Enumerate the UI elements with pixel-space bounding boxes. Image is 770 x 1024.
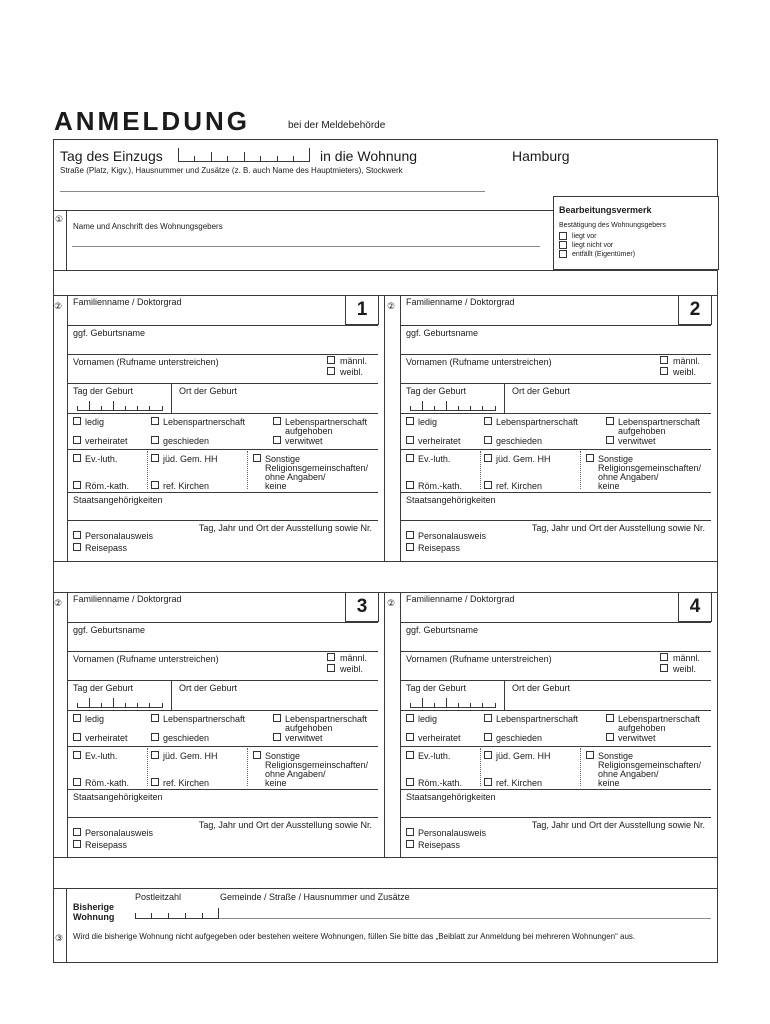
jewish-label: jüd. Gem. HH [163, 454, 218, 464]
birth-name-label: ggf. Geburtsname [73, 328, 146, 338]
passport-label: Reisepass [418, 840, 461, 850]
other-religion-label-3: ohne Angaben/ [265, 769, 326, 779]
checkbox-single[interactable] [73, 417, 81, 425]
checkbox-not-present[interactable] [559, 241, 567, 249]
checkbox-partnership-dissolved[interactable] [273, 714, 281, 722]
landlord-marker: ① [55, 214, 64, 224]
checkbox-widowed[interactable] [606, 733, 614, 741]
first-names-label: Vornamen (Rufname unterstreichen) [73, 357, 219, 367]
previous-marker: ③ [55, 933, 64, 943]
option-not-present: liegt nicht vor [572, 242, 614, 249]
checkbox-passport[interactable] [406, 840, 414, 848]
previous-label-1: Bisherige [73, 902, 115, 912]
postcode-field[interactable] [135, 908, 219, 919]
checkbox-partnership[interactable] [484, 417, 492, 425]
checkbox-single[interactable] [406, 417, 414, 425]
catholic-label: Röm.-kath. [418, 778, 463, 788]
checkbox-id-card[interactable] [73, 531, 81, 539]
birth-place-label: Ort der Geburt [179, 683, 238, 693]
checkbox-male[interactable] [660, 356, 668, 364]
male-label: männl. [340, 356, 368, 366]
id-issue-label: Tag, Jahr und Ort der Ausstellung sowie Nr. [198, 820, 372, 830]
widowed-label: verwitwet [618, 436, 656, 446]
apartment-label: in die Wohnung [320, 148, 418, 164]
partnership-dissolved-label: Lebenspartnerschaft [618, 714, 701, 724]
checkbox-female[interactable] [327, 367, 335, 375]
other-religion-label-1: Sonstige [598, 751, 634, 761]
processing-subtitle: Bestätigung des Wohnungsgebers [559, 222, 666, 229]
checkbox-reformed[interactable] [484, 481, 492, 489]
nationality-label: Staatsangehörigkeiten [73, 792, 163, 802]
move-in-date-field[interactable] [178, 148, 310, 162]
other-religion-label-4: keine [598, 481, 620, 491]
partnership-dissolved-label-2: aufgehoben [285, 723, 333, 733]
checkbox-catholic[interactable] [73, 778, 81, 786]
other-religion-label-2: Religionsgemeinschaften/ [598, 760, 702, 770]
passport-label: Reisepass [85, 840, 128, 850]
id-card-label: Personalausweis [418, 531, 487, 541]
female-label: weibl. [673, 367, 697, 377]
person-marker: ② [54, 301, 63, 311]
checkbox-female[interactable] [660, 367, 668, 375]
protestant-label: Ev.-luth. [418, 454, 451, 464]
id-issue-label: Tag, Jahr und Ort der Ausstellung sowie Nr. [198, 523, 372, 533]
person-marker: ② [387, 301, 396, 311]
partnership-label: Lebenspartnerschaft [163, 714, 246, 724]
id-issue-label: Tag, Jahr und Ort der Ausstellung sowie Nr. [531, 523, 705, 533]
checkbox-divorced[interactable] [151, 436, 159, 444]
partnership-dissolved-label: Lebenspartnerschaft [285, 417, 368, 427]
person-number: 2 [689, 299, 701, 320]
move-in-date-label: Tag des Einzugs [60, 148, 163, 164]
partnership-label: Lebenspartnerschaft [496, 417, 579, 427]
passport-label: Reisepass [85, 543, 128, 553]
jewish-label: jüd. Gem. HH [496, 454, 551, 464]
checkbox-partnership[interactable] [484, 714, 492, 722]
partnership-dissolved-label-2: aufgehoben [285, 426, 333, 436]
city-label: Hamburg [512, 148, 570, 164]
birth-date-label: Tag der Geburt [73, 683, 134, 693]
postcode-label: Postleitzahl [135, 892, 182, 902]
id-issue-label: Tag, Jahr und Ort der Ausstellung sowie Nr. [531, 820, 705, 830]
checkbox-married[interactable] [406, 733, 414, 741]
family-name-label: Familienname / Doktorgrad [406, 594, 515, 604]
reformed-label: ref. Kirchen [163, 481, 210, 491]
female-label: weibl. [340, 367, 364, 377]
birth-date-field[interactable] [410, 401, 496, 411]
person-number: 4 [689, 596, 701, 617]
address-field[interactable] [60, 191, 485, 192]
family-name-label: Familienname / Doktorgrad [73, 297, 182, 307]
birth-date-field[interactable] [77, 401, 163, 411]
birth-date-field[interactable] [410, 698, 496, 708]
checkbox-not-applicable[interactable] [559, 250, 567, 258]
birth-name-label: ggf. Geburtsname [406, 328, 479, 338]
birth-name-label: ggf. Geburtsname [406, 625, 479, 635]
option-present: liegt vor [572, 233, 597, 240]
reformed-label: ref. Kirchen [163, 778, 210, 788]
partnership-dissolved-label-2: aufgehoben [618, 426, 666, 436]
checkbox-partnership-dissolved[interactable] [273, 417, 281, 425]
checkbox-reformed[interactable] [151, 481, 159, 489]
municipality-label: Gemeinde / Straße / Hausnummer und Zusätze [220, 892, 410, 902]
passport-label: Reisepass [418, 543, 461, 553]
id-card-label: Personalausweis [85, 828, 154, 838]
jewish-label: jüd. Gem. HH [496, 751, 551, 761]
checkbox-jewish[interactable] [151, 454, 159, 462]
married-label: verheiratet [418, 436, 461, 446]
checkbox-married[interactable] [73, 436, 81, 444]
form-title: ANMELDUNG [54, 106, 250, 136]
checkbox-catholic[interactable] [406, 778, 414, 786]
partnership-label: Lebenspartnerschaft [496, 714, 579, 724]
married-label: verheiratet [418, 733, 461, 743]
id-card-label: Personalausweis [418, 828, 487, 838]
previous-note: Wird die bisherige Wohnung nicht aufgegeben oder bestehen weitere Wohnungen, füllen Sie bitte das „Beiblatt zur Anmeldung bei mehreren Wohnungen“ aus. [73, 932, 636, 941]
other-religion-label-1: Sonstige [598, 454, 634, 464]
catholic-label: Röm.-kath. [85, 481, 130, 491]
checkbox-partnership[interactable] [151, 417, 159, 425]
divorced-label: geschieden [496, 436, 543, 446]
checkbox-reformed[interactable] [484, 778, 492, 786]
birth-name-label: ggf. Geburtsname [73, 625, 146, 635]
checkbox-jewish[interactable] [151, 751, 159, 759]
checkbox-partnership-dissolved[interactable] [606, 714, 614, 722]
protestant-label: Ev.-luth. [85, 751, 118, 761]
checkbox-male[interactable] [327, 356, 335, 364]
widowed-label: verwitwet [285, 436, 323, 446]
address-hint: Straße (Platz, Kigv.), Hausnummer und Zusätze (z. B. auch Name des Hauptmieters), Stockwerk [60, 166, 403, 175]
checkbox-jewish[interactable] [484, 454, 492, 462]
other-religion-label-4: keine [265, 481, 287, 491]
checkbox-female[interactable] [660, 664, 668, 672]
checkbox-jewish[interactable] [484, 751, 492, 759]
checkbox-widowed[interactable] [273, 733, 281, 741]
first-names-label: Vornamen (Rufname unterstreichen) [406, 357, 552, 367]
nationality-label: Staatsangehörigkeiten [406, 792, 496, 802]
checkbox-partnership[interactable] [151, 714, 159, 722]
reformed-label: ref. Kirchen [496, 778, 543, 788]
catholic-label: Röm.-kath. [85, 778, 130, 788]
birth-place-label: Ort der Geburt [179, 386, 238, 396]
birth-place-label: Ort der Geburt [512, 386, 571, 396]
other-religion-label-4: keine [598, 778, 620, 788]
partnership-dissolved-label-2: aufgehoben [618, 723, 666, 733]
widowed-label: verwitwet [285, 733, 323, 743]
checkbox-other-religion[interactable] [253, 751, 261, 759]
family-name-label: Familienname / Doktorgrad [73, 594, 182, 604]
birth-date-label: Tag der Geburt [406, 683, 467, 693]
checkbox-female[interactable] [327, 664, 335, 672]
other-religion-label-2: Religionsgemeinschaften/ [598, 463, 702, 473]
checkbox-reformed[interactable] [151, 778, 159, 786]
checkbox-widowed[interactable] [273, 436, 281, 444]
option-not-applicable: entfällt (Eigentümer) [572, 251, 636, 258]
checkbox-passport[interactable] [73, 543, 81, 551]
checkbox-id-card[interactable] [406, 828, 414, 836]
checkbox-widowed[interactable] [606, 436, 614, 444]
catholic-label: Röm.-kath. [418, 481, 463, 491]
checkbox-male[interactable] [660, 653, 668, 661]
previous-label-2: Wohnung [73, 912, 115, 922]
other-religion-label-2: Religionsgemeinschaften/ [265, 760, 369, 770]
other-religion-label-3: ohne Angaben/ [265, 472, 326, 482]
checkbox-single[interactable] [73, 714, 81, 722]
municipality-field[interactable] [219, 918, 711, 919]
checkbox-male[interactable] [327, 653, 335, 661]
widowed-label: verwitwet [618, 733, 656, 743]
checkbox-divorced[interactable] [484, 436, 492, 444]
divorced-label: geschieden [163, 733, 210, 743]
processing-title: Bearbeitungsvermerk [559, 205, 652, 215]
checkbox-divorced[interactable] [484, 733, 492, 741]
birth-date-field[interactable] [77, 698, 163, 708]
male-label: männl. [673, 653, 701, 663]
checkbox-protestant[interactable] [73, 751, 81, 759]
checkbox-married[interactable] [406, 436, 414, 444]
first-names-label: Vornamen (Rufname unterstreichen) [73, 654, 219, 664]
checkbox-id-card[interactable] [73, 828, 81, 836]
checkbox-partnership-dissolved[interactable] [606, 417, 614, 425]
checkbox-present[interactable] [559, 232, 567, 240]
checkbox-other-religion[interactable] [253, 454, 261, 462]
id-card-label: Personalausweis [85, 531, 154, 541]
other-religion-label-4: keine [265, 778, 287, 788]
single-label: ledig [418, 417, 438, 427]
checkbox-other-religion[interactable] [586, 454, 594, 462]
form-subtitle: bei der Meldebehörde [288, 120, 386, 131]
single-label: ledig [85, 714, 105, 724]
partnership-label: Lebenspartnerschaft [163, 417, 246, 427]
checkbox-divorced[interactable] [151, 733, 159, 741]
checkbox-protestant[interactable] [406, 454, 414, 462]
checkbox-single[interactable] [406, 714, 414, 722]
married-label: verheiratet [85, 436, 128, 446]
checkbox-id-card[interactable] [406, 531, 414, 539]
married-label: verheiratet [85, 733, 128, 743]
other-religion-label-1: Sonstige [265, 751, 301, 761]
male-label: männl. [673, 356, 701, 366]
birth-place-label: Ort der Geburt [512, 683, 571, 693]
other-religion-label-1: Sonstige [265, 454, 301, 464]
single-label: ledig [418, 714, 438, 724]
checkbox-other-religion[interactable] [586, 751, 594, 759]
other-religion-label-3: ohne Angaben/ [598, 769, 659, 779]
other-religion-label-3: ohne Angaben/ [598, 472, 659, 482]
birth-date-label: Tag der Geburt [406, 386, 467, 396]
nationality-label: Staatsangehörigkeiten [73, 495, 163, 505]
birth-date-label: Tag der Geburt [73, 386, 134, 396]
checkbox-catholic[interactable] [406, 481, 414, 489]
other-religion-label-2: Religionsgemeinschaften/ [265, 463, 369, 473]
landlord-field[interactable] [72, 246, 540, 247]
female-label: weibl. [340, 664, 364, 674]
female-label: weibl. [673, 664, 697, 674]
protestant-label: Ev.-luth. [418, 751, 451, 761]
checkbox-passport[interactable] [73, 840, 81, 848]
landlord-label: Name und Anschrift des Wohnungsgebers [73, 222, 223, 231]
person-number: 1 [356, 299, 368, 320]
partnership-dissolved-label: Lebenspartnerschaft [618, 417, 701, 427]
checkbox-passport[interactable] [406, 543, 414, 551]
person-marker: ② [54, 598, 63, 608]
single-label: ledig [85, 417, 105, 427]
protestant-label: Ev.-luth. [85, 454, 118, 464]
divorced-label: geschieden [163, 436, 210, 446]
checkbox-protestant[interactable] [73, 454, 81, 462]
checkbox-protestant[interactable] [406, 751, 414, 759]
nationality-label: Staatsangehörigkeiten [406, 495, 496, 505]
divorced-label: geschieden [496, 733, 543, 743]
person-marker: ② [387, 598, 396, 608]
jewish-label: jüd. Gem. HH [163, 751, 218, 761]
reformed-label: ref. Kirchen [496, 481, 543, 491]
family-name-label: Familienname / Doktorgrad [406, 297, 515, 307]
male-label: männl. [340, 653, 368, 663]
person-number: 3 [356, 596, 368, 617]
checkbox-married[interactable] [73, 733, 81, 741]
checkbox-catholic[interactable] [73, 481, 81, 489]
partnership-dissolved-label: Lebenspartnerschaft [285, 714, 368, 724]
first-names-label: Vornamen (Rufname unterstreichen) [406, 654, 552, 664]
